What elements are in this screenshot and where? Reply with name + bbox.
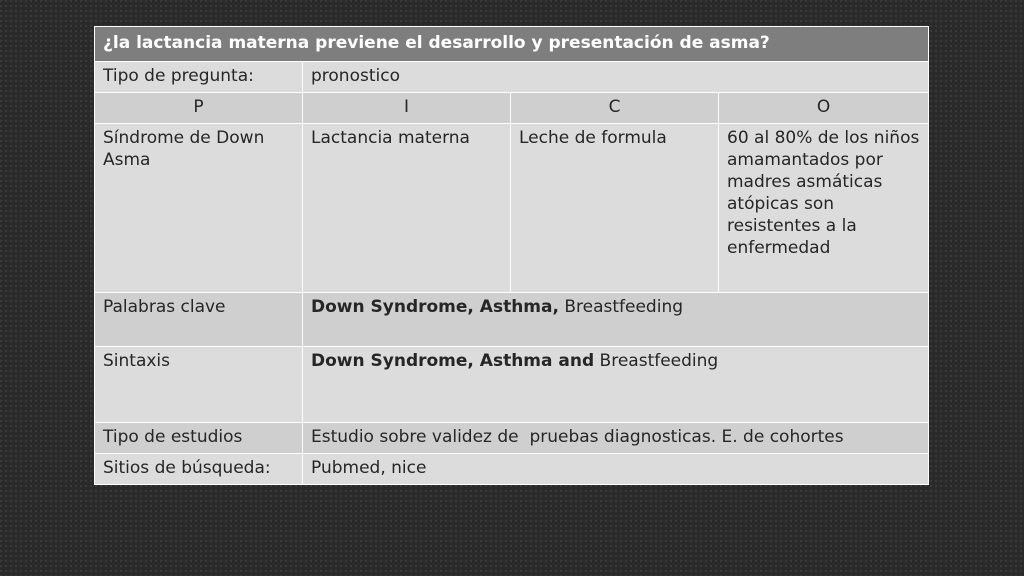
question-type-row (95, 62, 929, 93)
keywords-rest: Breastfeeding (558, 297, 684, 317)
pico-o-value: 60 al 80% de los niños amamantados por madres asmáticas atópicas son resistentes a la enfermedad (719, 124, 929, 293)
pico-header-c: C (511, 93, 719, 124)
pico-values-row (95, 124, 929, 293)
keywords-bold: Down Syndrome, Asthma, (311, 297, 559, 317)
pico-header-p: P (95, 93, 303, 124)
syntax-value (303, 347, 929, 423)
pico-p-value: Síndrome de Down Asma (95, 124, 303, 293)
keywords-row (95, 293, 929, 347)
keywords-label: Palabras clave (95, 293, 303, 347)
search-sites-label: Sitios de búsqueda: (95, 454, 303, 485)
syntax-label: Sintaxis (95, 347, 303, 423)
pico-header-o: O (719, 93, 929, 124)
pico-table (94, 26, 929, 485)
search-sites-row (95, 454, 929, 485)
syntax-bold: Down Syndrome, Asthma and (311, 351, 595, 371)
study-type-label: Tipo de estudios (95, 423, 303, 454)
question-type-label: Tipo de pregunta: (95, 62, 303, 93)
study-type-value: Estudio sobre validez de pruebas diagnosticas. E. de cohortes (303, 423, 929, 454)
syntax-row (95, 347, 929, 423)
syntax-rest: Breastfeeding (594, 351, 719, 371)
question-type-value: pronostico (303, 62, 929, 93)
pico-c-value: Leche de formula (511, 124, 719, 293)
pico-header-i: I (303, 93, 511, 124)
study-type-row (95, 423, 929, 454)
table-title: ¿la lactancia materna previene el desarrollo y presentación de asma? (95, 27, 929, 62)
table-title-row (95, 27, 929, 62)
pico-header-row (95, 93, 929, 124)
keywords-value (303, 293, 929, 347)
pico-i-value: Lactancia materna (303, 124, 511, 293)
search-sites-value: Pubmed, nice (303, 454, 929, 485)
